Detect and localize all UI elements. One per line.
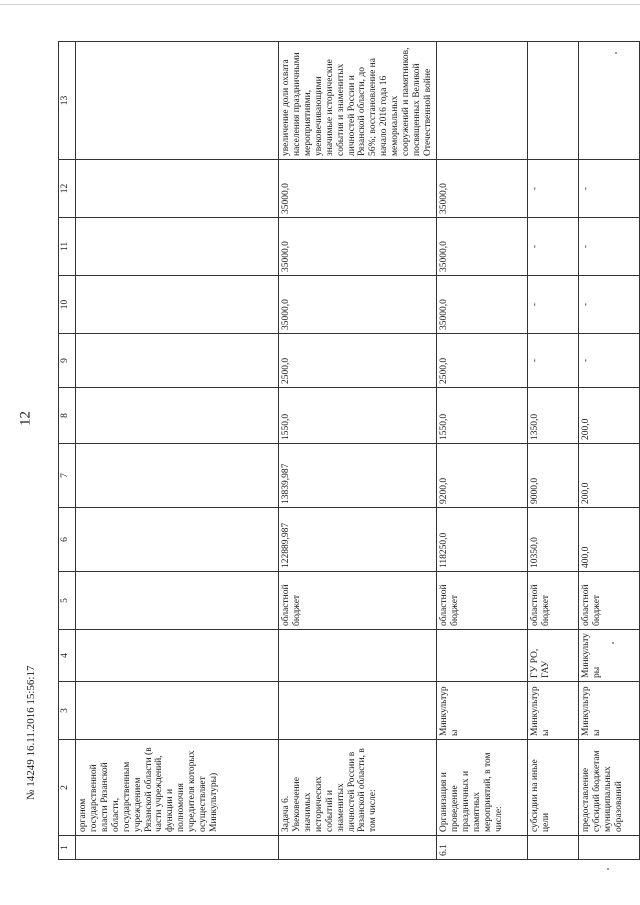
cell-total: 122889,987 xyxy=(279,508,437,572)
header-cell: 1 xyxy=(59,836,76,860)
cell-name: предоставление субсидий бюджетам муниципальных образований xyxy=(578,740,639,836)
header-cell: 5 xyxy=(59,572,76,630)
cell-number xyxy=(76,836,279,860)
cell-recipient: Минкультуры xyxy=(578,630,639,682)
header-cell: 9 xyxy=(59,334,76,388)
scan-speck xyxy=(607,868,609,870)
cell-year xyxy=(76,334,279,388)
cell-year: 35000,0 xyxy=(436,160,527,218)
cell-year: 35000,0 xyxy=(279,160,437,218)
cell-year: 35000,0 xyxy=(436,276,527,334)
cell-year xyxy=(76,218,279,276)
cell-name: Организация и проведение праздничных и памятных мероприятий, в том числе: xyxy=(436,740,527,836)
cell-year: - xyxy=(527,276,578,334)
cell-executor: Минкультуры xyxy=(527,682,578,740)
cell-name: Задача 6. Увековечение значимых исторических событий и знаменитых личностей России в Рязанской области, в том числе: xyxy=(279,740,437,836)
table-row xyxy=(76,42,279,860)
cell-year: - xyxy=(578,160,639,218)
cell-year: - xyxy=(527,334,578,388)
cell-total xyxy=(76,508,279,572)
cell-executor: Минкультуры xyxy=(436,682,527,740)
cell-result xyxy=(436,42,527,160)
cell-recipient xyxy=(279,630,437,682)
cell-year: 2500,0 xyxy=(436,334,527,388)
cell-source: областной бюджет xyxy=(578,572,639,630)
cell-executor xyxy=(76,682,279,740)
header-cell: 4 xyxy=(59,630,76,682)
cell-year: 2500,0 xyxy=(279,334,437,388)
table-row xyxy=(436,42,527,860)
cell-result xyxy=(76,42,279,160)
cell-year: 1550,0 xyxy=(436,388,527,444)
table-row xyxy=(279,42,437,860)
cell-year: - xyxy=(578,218,639,276)
scan-speck xyxy=(615,52,617,54)
stamp-text: № 14249 16.11.2016 15:56:17 xyxy=(25,665,37,800)
cell-number xyxy=(578,836,639,860)
cell-result xyxy=(578,42,639,160)
header-cell: 12 xyxy=(59,160,76,218)
cell-number: 6.1 xyxy=(436,836,527,860)
cell-source: областной бюджет xyxy=(436,572,527,630)
cell-year: 1350,0 xyxy=(527,388,578,444)
cell-source: областной бюджет xyxy=(527,572,578,630)
rotated-table-container xyxy=(58,42,624,860)
header-cell: 8 xyxy=(59,388,76,444)
cell-year: 35000,0 xyxy=(279,276,437,334)
header-cell: 2 xyxy=(59,740,76,836)
cell-year: 1550,0 xyxy=(279,388,437,444)
header-row xyxy=(59,42,76,860)
cell-name: органом государственной власти Рязанской области, государственным учреждением Рязанской области (в части учреждений, функции и полномочия учредителя которых осуществляет Минкультуры) xyxy=(76,740,279,836)
cell-total: 118250,0 xyxy=(436,508,527,572)
header-cell: 10 xyxy=(59,276,76,334)
table-frame xyxy=(58,42,624,860)
registration-stamp xyxy=(25,580,37,800)
cell-number xyxy=(527,836,578,860)
scan-speck xyxy=(612,642,614,644)
header-cell: 11 xyxy=(59,218,76,276)
cell-source: областной бюджет xyxy=(279,572,437,630)
cell-year: - xyxy=(578,276,639,334)
cell-executor xyxy=(279,682,437,740)
cell-year xyxy=(76,388,279,444)
page-number: 12 xyxy=(17,411,34,426)
cell-total: 10350,0 xyxy=(527,508,578,572)
cell-total: 400,0 xyxy=(578,508,639,572)
header-cell: 6 xyxy=(59,508,76,572)
cell-year xyxy=(76,444,279,508)
cell-recipient xyxy=(76,630,279,682)
cell-year: - xyxy=(527,160,578,218)
cell-recipient xyxy=(436,630,527,682)
cell-year: 13839,987 xyxy=(279,444,437,508)
cell-year: 35000,0 xyxy=(436,218,527,276)
cell-result: увеличение доли охвата населения праздничными мероприятиями, увековечивающими значимые исторические события и знаменитых личностей России и Рязанской области, до 56%; восстановление на начало 2016 года 16 мемориальных сооружений и памятников, посвященных Великой Отечественной войне xyxy=(279,42,437,160)
cell-source xyxy=(76,572,279,630)
cell-result xyxy=(527,42,578,160)
cell-number xyxy=(279,836,437,860)
cell-year: - xyxy=(578,334,639,388)
budget-table xyxy=(58,41,640,860)
cell-year: 9000,0 xyxy=(527,444,578,508)
cell-year: 200,0 xyxy=(578,388,639,444)
cell-year: 35000,0 xyxy=(279,218,437,276)
table-row xyxy=(578,42,639,860)
cell-year: 200,0 xyxy=(578,444,639,508)
table-row xyxy=(527,42,578,860)
header-cell: 3 xyxy=(59,682,76,740)
cell-year: - xyxy=(527,218,578,276)
cell-name: субсидии на иные цели xyxy=(527,740,578,836)
header-cell: 13 xyxy=(59,42,76,160)
header-cell: 7 xyxy=(59,444,76,508)
cell-year xyxy=(76,160,279,218)
cell-executor: Минкультуры xyxy=(578,682,639,740)
cell-recipient: ГУ РО, ГАУ xyxy=(527,630,578,682)
cell-year xyxy=(76,276,279,334)
cell-year: 9200,0 xyxy=(436,444,527,508)
scan-edge-line xyxy=(0,4,640,5)
